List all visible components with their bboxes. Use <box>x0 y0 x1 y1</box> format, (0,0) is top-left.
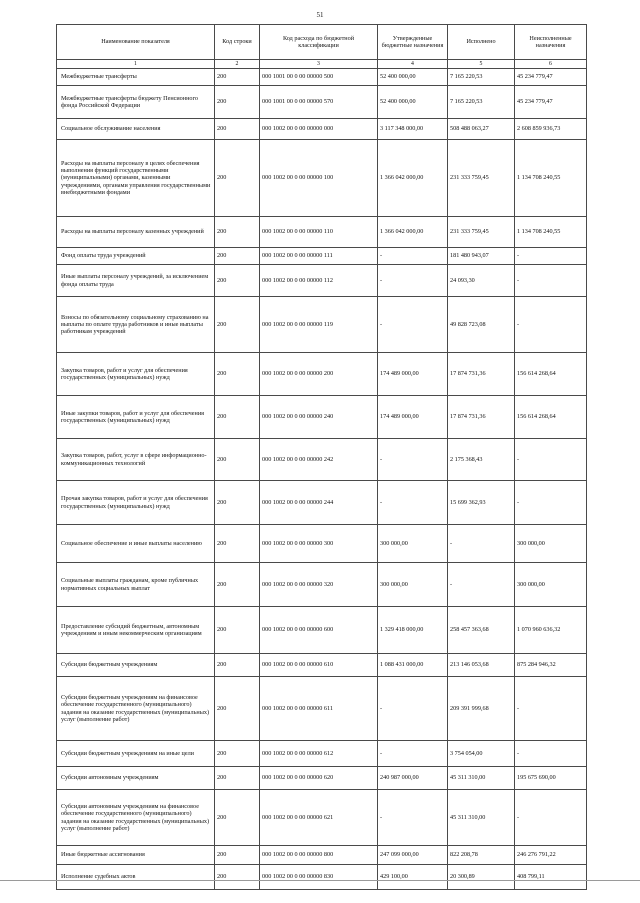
header-unexecuted: Неисполненные назначения <box>515 25 587 60</box>
expense-code-cell: 000 1002 00 0 00 00000 610 <box>260 654 378 677</box>
line-code-cell: 200 <box>215 741 260 767</box>
expense-code-cell: 000 1002 00 0 00 00000 621 <box>260 790 378 846</box>
indicator-name-cell: Фонд оплаты труда учреждений <box>57 248 215 265</box>
expense-code-cell: 000 1002 00 0 00 00000 112 <box>260 265 378 297</box>
indicator-name-cell: Иные закупки товаров, работ и услуг для обеспечения государственных (муниципальных) нужд <box>57 396 215 439</box>
indicator-name-cell: Социальное обеспечение и иные выплаты населению <box>57 525 215 563</box>
indicator-name-cell: Закупка товаров, работ и услуг для обеспечения государственных (муниципальных) нужд <box>57 353 215 396</box>
executed-amount-cell: 7 165 220,53 <box>448 86 515 119</box>
executed-amount-cell: 17 874 731,36 <box>448 396 515 439</box>
column-number: 6 <box>515 60 587 69</box>
approved-amount-cell: - <box>378 297 448 353</box>
approved-amount-cell: 174 489 000,00 <box>378 396 448 439</box>
approved-amount-cell: - <box>378 248 448 265</box>
unexecuted-amount-cell: 408 799,11 <box>515 865 587 890</box>
indicator-name-cell: Исполнение судебных актов <box>57 865 215 890</box>
table-row <box>57 140 587 217</box>
approved-amount-cell: - <box>378 481 448 525</box>
approved-amount-cell: 429 100,00 <box>378 865 448 890</box>
indicator-name-cell: Субсидии автономным учреждениям на финансовое обеспечение государственного (муниципального) задания на оказание государственных (муниципальных) услуг (выполнение работ) <box>57 790 215 846</box>
approved-amount-cell: 1 088 431 000,00 <box>378 654 448 677</box>
table-row <box>57 248 587 265</box>
unexecuted-amount-cell: 2 608 859 936,73 <box>515 119 587 140</box>
header-line-code: Код строки <box>215 25 260 60</box>
table-row <box>57 846 587 865</box>
unexecuted-amount-cell: - <box>515 677 587 741</box>
indicator-name-cell: Расходы на выплаты персоналу казенных учреждений <box>57 217 215 248</box>
unexecuted-amount-cell: 195 675 690,00 <box>515 767 587 790</box>
expense-code-cell: 000 1002 00 0 00 00000 242 <box>260 439 378 481</box>
unexecuted-amount-cell: 1 134 708 240,55 <box>515 140 587 217</box>
unexecuted-amount-cell: 45 234 779,47 <box>515 86 587 119</box>
expense-code-cell: 000 1002 00 0 00 00000 110 <box>260 217 378 248</box>
approved-amount-cell: - <box>378 741 448 767</box>
line-code-cell: 200 <box>215 439 260 481</box>
bottom-rule <box>0 880 640 881</box>
table-header-row <box>57 25 587 60</box>
line-code-cell: 200 <box>215 140 260 217</box>
unexecuted-amount-cell: 300 000,00 <box>515 563 587 607</box>
indicator-name-cell: Прочая закупка товаров, работ и услуг для обеспечения государственных (муниципальных) нужд <box>57 481 215 525</box>
indicator-name-cell: Межбюджетные трансферты <box>57 69 215 86</box>
expense-code-cell: 000 1002 00 0 00 00000 300 <box>260 525 378 563</box>
approved-amount-cell: 174 489 000,00 <box>378 353 448 396</box>
header-approved: Утвержденные бюджетные назначения <box>378 25 448 60</box>
unexecuted-amount-cell: - <box>515 741 587 767</box>
table-row <box>57 297 587 353</box>
column-number-row <box>57 60 587 69</box>
line-code-cell: 200 <box>215 525 260 563</box>
expense-code-cell: 000 1001 00 0 00 00000 500 <box>260 69 378 86</box>
table-row <box>57 217 587 248</box>
approved-amount-cell: - <box>378 790 448 846</box>
expense-code-cell: 000 1002 00 0 00 00000 200 <box>260 353 378 396</box>
table-row <box>57 86 587 119</box>
approved-amount-cell: 52 400 000,00 <box>378 86 448 119</box>
executed-amount-cell: 17 874 731,36 <box>448 353 515 396</box>
approved-amount-cell: 1 366 042 000,00 <box>378 140 448 217</box>
line-code-cell: 200 <box>215 846 260 865</box>
column-number: 3 <box>260 60 378 69</box>
executed-amount-cell: 822 208,78 <box>448 846 515 865</box>
executed-amount-cell: 45 311 310,00 <box>448 767 515 790</box>
executed-amount-cell: 231 333 759,45 <box>448 140 515 217</box>
line-code-cell: 200 <box>215 297 260 353</box>
page-number: 51 <box>316 11 324 19</box>
indicator-name-cell: Субсидии бюджетным учреждениям на иные цели <box>57 741 215 767</box>
unexecuted-amount-cell: 1 134 708 240,55 <box>515 217 587 248</box>
executed-amount-cell: 258 457 363,68 <box>448 607 515 654</box>
approved-amount-cell: 1 366 042 000,00 <box>378 217 448 248</box>
line-code-cell: 200 <box>215 607 260 654</box>
indicator-name-cell: Иные выплаты персоналу учреждений, за исключением фонда оплаты труда <box>57 265 215 297</box>
expense-code-cell: 000 1002 00 0 00 00000 620 <box>260 767 378 790</box>
unexecuted-amount-cell: 300 000,00 <box>515 525 587 563</box>
column-number: 5 <box>448 60 515 69</box>
column-number: 4 <box>378 60 448 69</box>
table-row <box>57 396 587 439</box>
unexecuted-amount-cell: - <box>515 265 587 297</box>
executed-amount-cell: 209 391 999,68 <box>448 677 515 741</box>
line-code-cell: 200 <box>215 86 260 119</box>
approved-amount-cell: - <box>378 677 448 741</box>
unexecuted-amount-cell: 156 614 268,64 <box>515 396 587 439</box>
executed-amount-cell: 3 754 054,00 <box>448 741 515 767</box>
unexecuted-amount-cell: - <box>515 297 587 353</box>
table-row <box>57 525 587 563</box>
expense-code-cell: 000 1002 00 0 00 00000 100 <box>260 140 378 217</box>
expense-code-cell: 000 1002 00 0 00 00000 600 <box>260 607 378 654</box>
expense-code-cell: 000 1001 00 0 00 00000 570 <box>260 86 378 119</box>
expense-code-cell: 000 1002 00 0 00 00000 611 <box>260 677 378 741</box>
approved-amount-cell: 247 099 000,00 <box>378 846 448 865</box>
line-code-cell: 200 <box>215 217 260 248</box>
executed-amount-cell: 24 093,30 <box>448 265 515 297</box>
line-code-cell: 200 <box>215 654 260 677</box>
executed-amount-cell: 15 699 362,93 <box>448 481 515 525</box>
indicator-name-cell: Субсидии бюджетным учреждениям на финансовое обеспечение государственного (муниципального) задания на оказание государственных (муниципальных) услуг (выполнение работ) <box>57 677 215 741</box>
unexecuted-amount-cell: 875 284 946,32 <box>515 654 587 677</box>
expense-code-cell: 000 1002 00 0 00 00000 000 <box>260 119 378 140</box>
unexecuted-amount-cell: - <box>515 439 587 481</box>
table-row <box>57 654 587 677</box>
executed-amount-cell: 45 311 310,00 <box>448 790 515 846</box>
table-row <box>57 790 587 846</box>
line-code-cell: 200 <box>215 265 260 297</box>
header-executed: Исполнено <box>448 25 515 60</box>
expense-code-cell: 000 1002 00 0 00 00000 612 <box>260 741 378 767</box>
indicator-name-cell: Иные бюджетные ассигнования <box>57 846 215 865</box>
column-number: 2 <box>215 60 260 69</box>
line-code-cell: 200 <box>215 248 260 265</box>
table-row <box>57 767 587 790</box>
table-row <box>57 741 587 767</box>
column-number: 1 <box>57 60 215 69</box>
indicator-name-cell: Расходы на выплаты персоналу в целях обеспечения выполнения функций государственными (муниципальными) органами, казенными учреждениями, органами управления государственными внебюджетными фондами <box>57 140 215 217</box>
expense-code-cell: 000 1002 00 0 00 00000 830 <box>260 865 378 890</box>
approved-amount-cell: 300 000,00 <box>378 563 448 607</box>
executed-amount-cell: 231 333 759,45 <box>448 217 515 248</box>
header-expense-code: Код расхода по бюджетной классификации <box>260 25 378 60</box>
indicator-name-cell: Социальное обслуживание населения <box>57 119 215 140</box>
unexecuted-amount-cell: - <box>515 481 587 525</box>
table-row <box>57 865 587 890</box>
table-row <box>57 353 587 396</box>
line-code-cell: 200 <box>215 677 260 741</box>
header-indicator-name: Наименование показателя <box>57 25 215 60</box>
line-code-cell: 200 <box>215 481 260 525</box>
indicator-name-cell: Предоставление субсидий бюджетным, автономным учреждениям и иным некоммерческим организациям <box>57 607 215 654</box>
unexecuted-amount-cell: - <box>515 790 587 846</box>
table-row <box>57 563 587 607</box>
expense-code-cell: 000 1002 00 0 00 00000 320 <box>260 563 378 607</box>
indicator-name-cell: Субсидии бюджетным учреждениям <box>57 654 215 677</box>
line-code-cell: 200 <box>215 563 260 607</box>
line-code-cell: 200 <box>215 353 260 396</box>
table-row <box>57 69 587 86</box>
approved-amount-cell: 240 987 000,00 <box>378 767 448 790</box>
unexecuted-amount-cell: 246 276 791,22 <box>515 846 587 865</box>
approved-amount-cell: 3 117 348 000,00 <box>378 119 448 140</box>
unexecuted-amount-cell: 156 614 268,64 <box>515 353 587 396</box>
expense-code-cell: 000 1002 00 0 00 00000 240 <box>260 396 378 439</box>
line-code-cell: 200 <box>215 790 260 846</box>
unexecuted-amount-cell: 45 234 779,47 <box>515 69 587 86</box>
executed-amount-cell: 181 480 943,07 <box>448 248 515 265</box>
executed-amount-cell: 7 165 220,53 <box>448 69 515 86</box>
table-row <box>57 607 587 654</box>
table-row <box>57 265 587 297</box>
line-code-cell: 200 <box>215 767 260 790</box>
executed-amount-cell: - <box>448 525 515 563</box>
table-row <box>57 677 587 741</box>
budget-execution-table <box>56 24 587 890</box>
executed-amount-cell: 508 488 063,27 <box>448 119 515 140</box>
approved-amount-cell: 1 329 418 000,00 <box>378 607 448 654</box>
approved-amount-cell: 300 000,00 <box>378 525 448 563</box>
executed-amount-cell: 213 146 053,68 <box>448 654 515 677</box>
expense-code-cell: 000 1002 00 0 00 00000 800 <box>260 846 378 865</box>
unexecuted-amount-cell: - <box>515 248 587 265</box>
expense-code-cell: 000 1002 00 0 00 00000 119 <box>260 297 378 353</box>
line-code-cell: 200 <box>215 69 260 86</box>
unexecuted-amount-cell: 1 070 960 636,32 <box>515 607 587 654</box>
line-code-cell: 200 <box>215 119 260 140</box>
executed-amount-cell: - <box>448 563 515 607</box>
line-code-cell: 200 <box>215 865 260 890</box>
approved-amount-cell: - <box>378 439 448 481</box>
executed-amount-cell: 2 175 368,43 <box>448 439 515 481</box>
expense-code-cell: 000 1002 00 0 00 00000 111 <box>260 248 378 265</box>
expense-code-cell: 000 1002 00 0 00 00000 244 <box>260 481 378 525</box>
indicator-name-cell: Социальные выплаты гражданам, кроме публичных нормативных социальных выплат <box>57 563 215 607</box>
indicator-name-cell: Закупка товаров, работ, услуг в сфере информационно-коммуникационных технологий <box>57 439 215 481</box>
indicator-name-cell: Субсидии автономным учреждениям <box>57 767 215 790</box>
indicator-name-cell: Межбюджетные трансферты бюджету Пенсионного фонда Российской Федерации <box>57 86 215 119</box>
indicator-name-cell: Взносы по обязательному социальному страхованию на выплаты по оплате труда работников и иные выплаты работникам учреждений <box>57 297 215 353</box>
executed-amount-cell: 49 828 723,08 <box>448 297 515 353</box>
table-row <box>57 481 587 525</box>
executed-amount-cell: 20 300,89 <box>448 865 515 890</box>
table-row <box>57 119 587 140</box>
approved-amount-cell: - <box>378 265 448 297</box>
table-row <box>57 439 587 481</box>
line-code-cell: 200 <box>215 396 260 439</box>
approved-amount-cell: 52 400 000,00 <box>378 69 448 86</box>
